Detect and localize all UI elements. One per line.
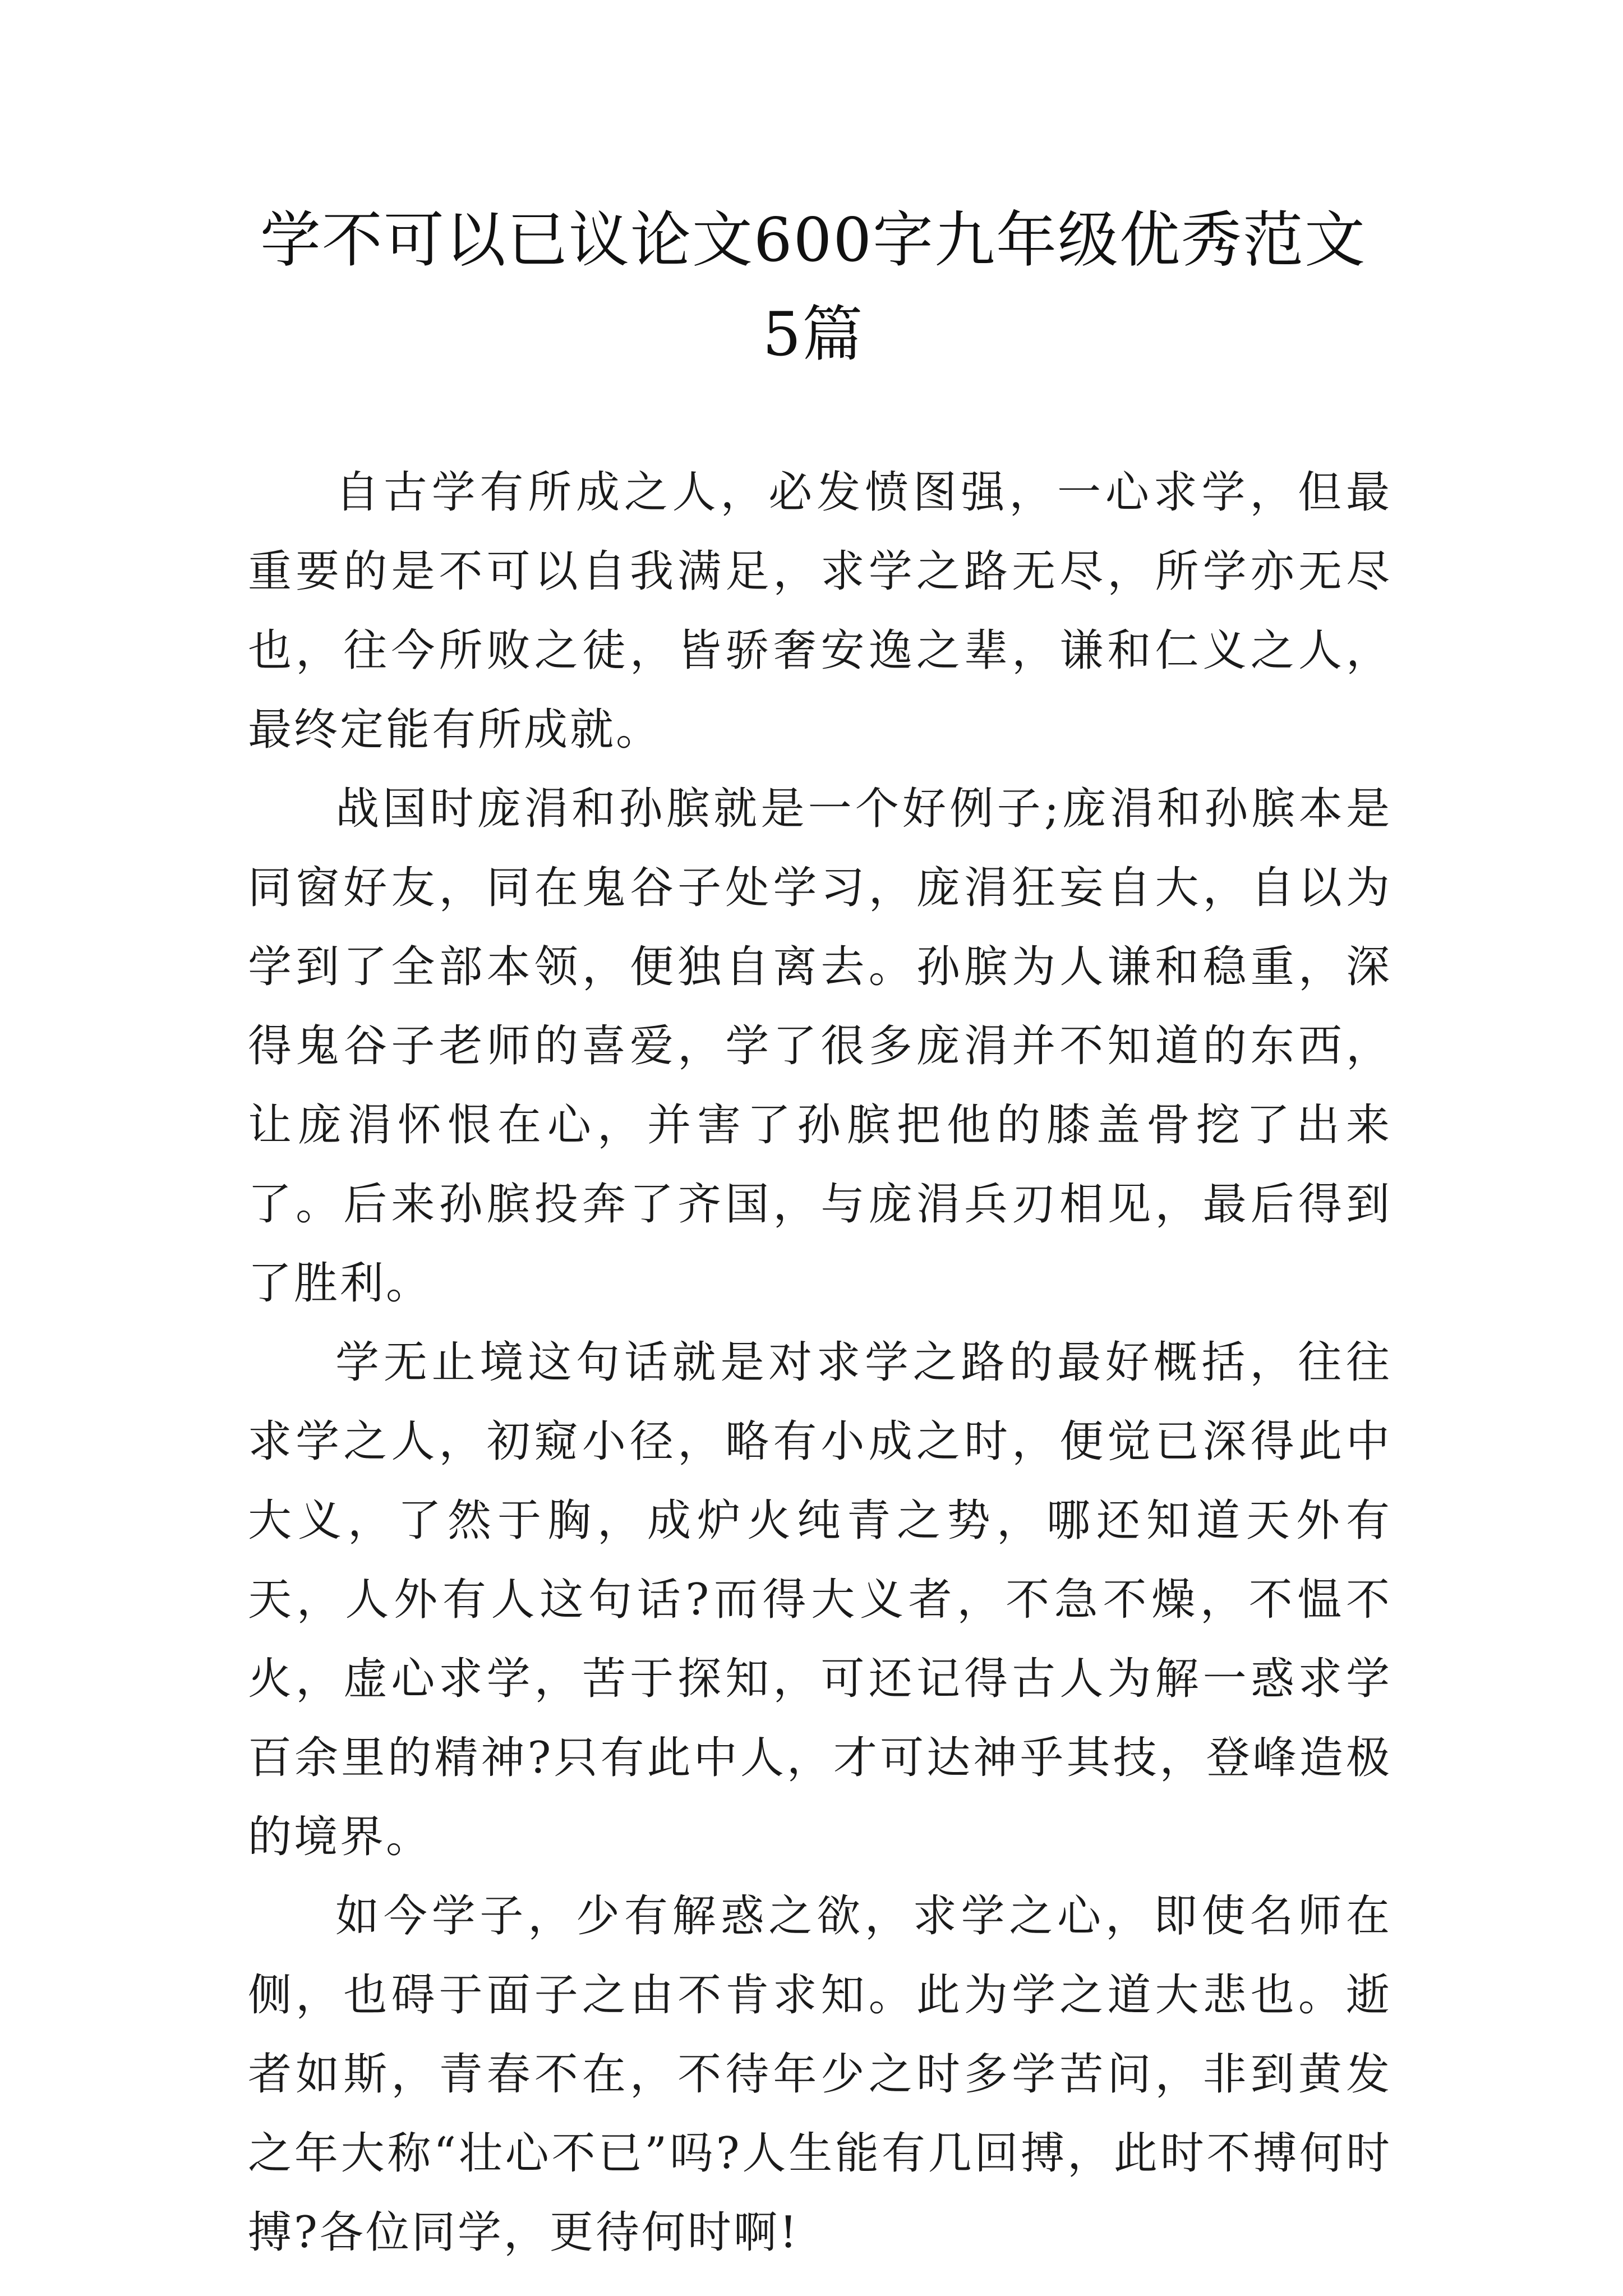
paragraph-2: 战国时庞涓和孙膑就是一个好例子;庞涓和孙膑本是同窗好友，同在鬼谷子处学习，庞涓狂妄自大，自以为学到了全部本领，便独自离去。孙膑为人谦和稳重，深得鬼谷子老师的喜爱，学了很多庞涓并不知道的东西，让庞涓怀恨在心，并害了孙膑把他的膝盖骨挖了出来了。后来孙膑投奔了齐国，与庞涓兵刃相见，最后得到了胜利。 — [248, 784, 1392, 1309]
paragraph-1: 自古学有所成之人，必发愤图强，一心求学，但最重要的是不可以自我满足，求学之路无尽，所学亦无尽也，往今所败之徒，皆骄奢安逸之辈，谦和仁义之人，最终定能有所成就。 — [248, 467, 1392, 755]
paragraph-3: 学无止境这句话就是对求学之路的最好概括，往往求学之人，初窥小径，略有小成之时，便觉已深得此中大义，了然于胸，成炉火纯青之势，哪还知道天外有天，人外有人这句话?而得大义者，不急不燥，不愠不火，虚心求学，苦于探知，可还记得古人为解一惑求学百余里的精神?只有此中人，才可达神乎其技，登峰造极的境界。 — [248, 1337, 1392, 1862]
document-body — [248, 453, 1392, 2272]
paragraph-4: 如今学子，少有解惑之欲，求学之心，即使名师在侧，也碍于面子之由不肯求知。此为学之道大悲也。逝者如斯，青春不在，不待年少之时多学苦问，非到黄发之年大称“壮心不已”吗?人生能有几回搏，此时不搏何时搏?各位同学，更待何时啊! — [248, 1891, 1392, 2258]
document-title: 学不可以已议论文600字九年级优秀范文5篇 — [260, 205, 1367, 370]
